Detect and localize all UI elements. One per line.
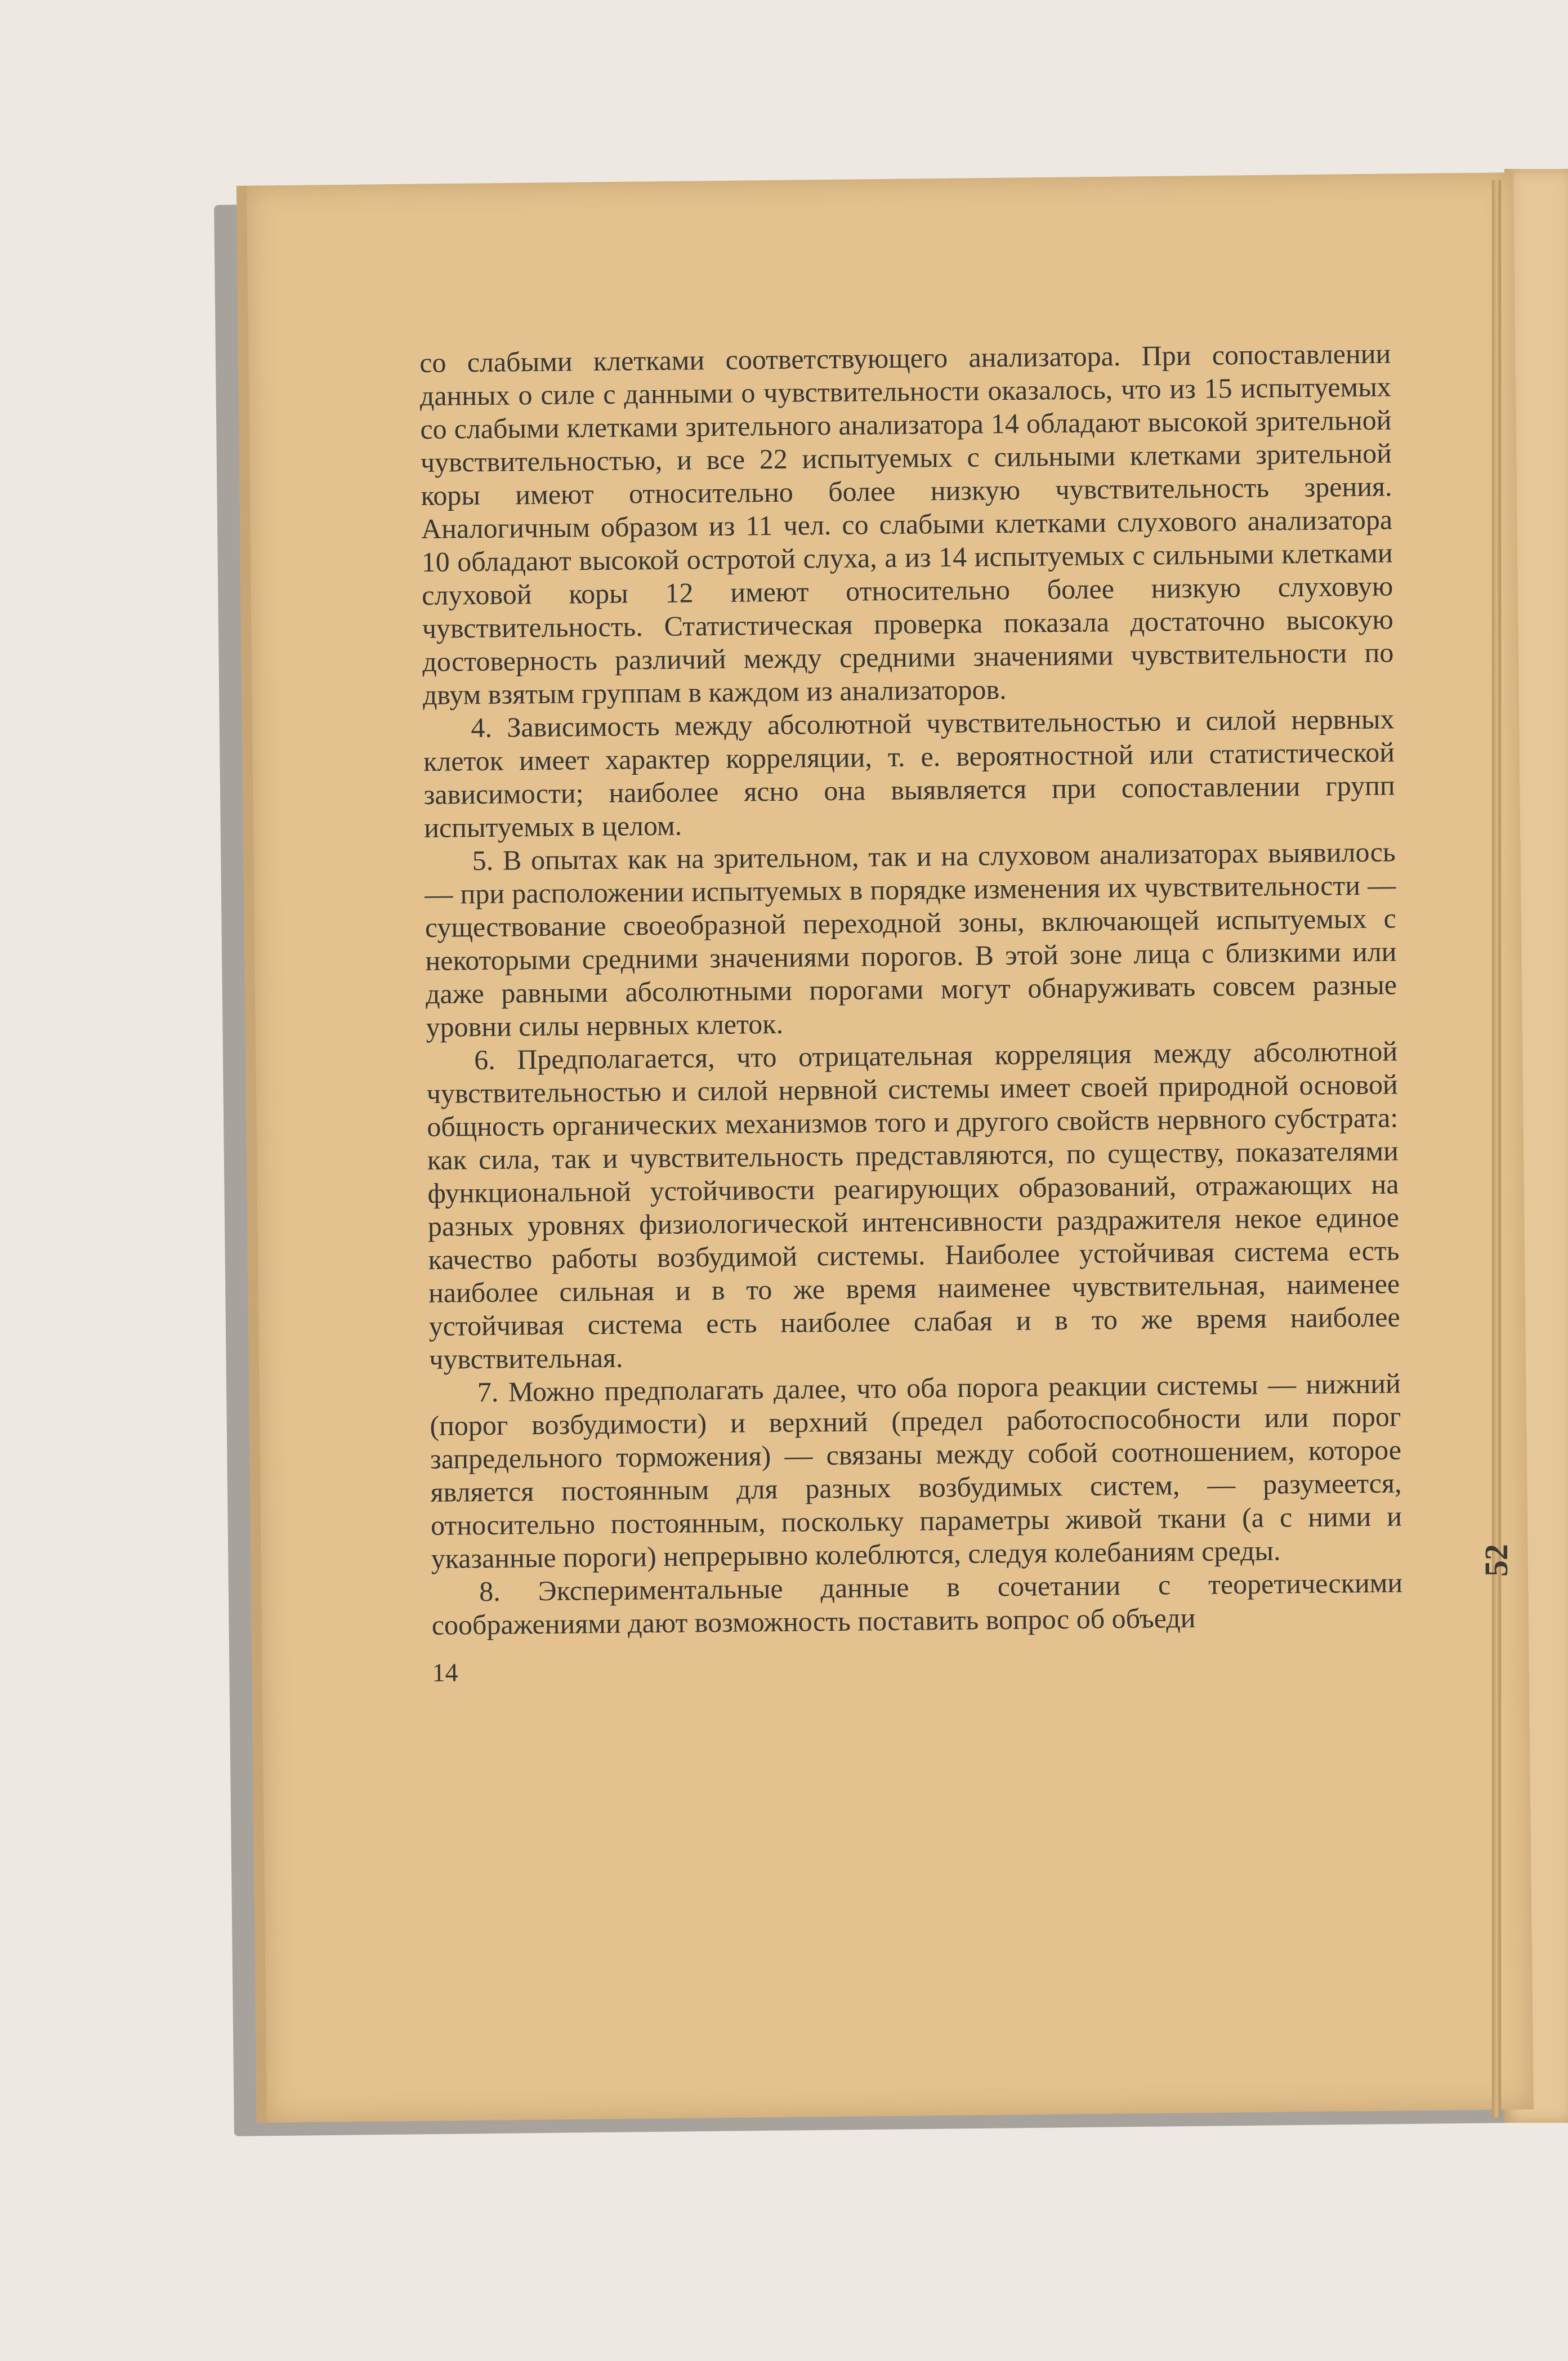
paragraph-5: 5. В опытах как на зрительном, так и на слуховом анализаторах выявилось — при расположении испытуемых в порядке изменения их чувствительности — существование своеобразной переходной зоны, включающей испытуемых с некоторыми средними значениями порогов. В этой зоне лица с близкими или даже равными абсолютными порогами могут обнаруживать совсем разные уровни силы нервных клеток. — [425, 836, 1397, 1043]
page-content — [419, 337, 1406, 1951]
page-number: 14 — [432, 1658, 458, 1687]
paragraph-continuation: со слабыми клетками соответствующего анализатора. При сопоставлении данных о силе с данными о чувствительности оказалось, что из 15 испытуемых со слабыми клетками зрительного анализатора 14 обладают высокой зрительной чувствительностью, и все 22 испытуемых с сильными клетками зрительной коры имеют относительно более низкую чувствительность зрения. Аналогичным образом из 11 чел. со слабыми клетками слухового анализатора 10 обладают высокой остротой слуха, а из 14 испытуемых с сильными клетками слуховой коры 12 имеют относительно более низкую слуховую чувствительность. Статистическая проверка показала достаточно высокую достоверность различий между средними значениями чувствительности по двум взятым группам в каждом из анализаторов. — [419, 337, 1394, 711]
paragraph-8: 8. Экспериментальные данные в сочетании с теоретическими соображениями дают возможность поставить вопрос об объеди — [431, 1566, 1403, 1641]
paragraph-6: 6. Предполагается, что отрицательная корреляция между абсолютной чувствительностью и силой нервной системы имеет своей природной основой общность органических механизмов того и другого свойств нервного субстрата: как сила, так и чувствительность представляются, по существу, показателями функциональной устойчивости реагирующих образований, отражающих на разных уровнях физиологической интенсивности раздражителя некое единое качество работы возбудимой системы. Наиболее устойчивая система есть наиболее сильная и в то же время наименее чувствительная, наименее устойчивая система есть наиболее слабая и в то же время наиболее чувствительная. — [426, 1035, 1400, 1375]
paragraph-7: 7. Можно предполагать далее, что оба порога реакции системы — нижний (порог возбудимости) и верхний (предел работоспособности или порог запредельного торможения) — связаны между собой соотношением, которое является постоянным для разных возбудимых систем, — разумеется, относительно постоянным, поскольку параметры живой ткани (а с ними и указанные пороги) непрерывно колеблются, следуя колебаниям среды. — [430, 1367, 1402, 1574]
adjacent-page-number: 52 — [1478, 1544, 1515, 1577]
page-spine-edge — [1492, 180, 1501, 2117]
paragraph-4: 4. Зависимость между абсолютной чувствительностью и силой нервных клеток имеет характер корреляции, т. е. вероятностной или статистической зависимости; наиболее ясно она выявляется при сопоставлении групп испытуемых в целом. — [423, 703, 1395, 843]
